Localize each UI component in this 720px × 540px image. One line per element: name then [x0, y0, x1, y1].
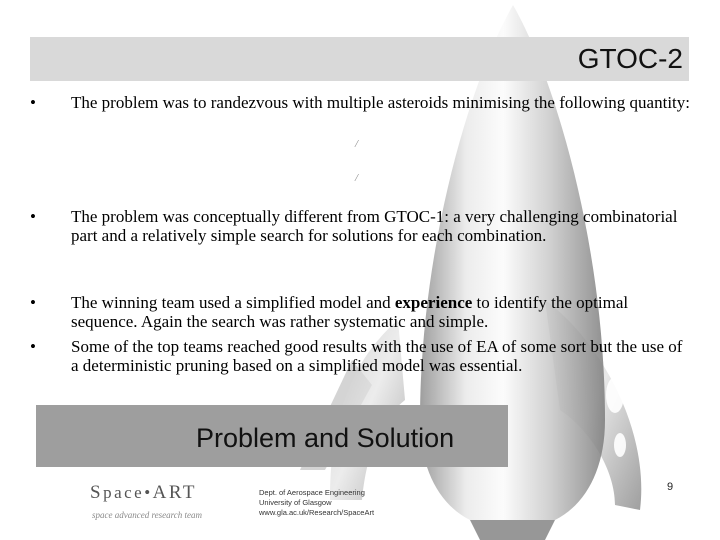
spaceart-logo: Space•ART — [90, 482, 198, 503]
bullet-marker: • — [30, 93, 36, 112]
title-bar — [30, 37, 689, 81]
bullet-text: The problem was to randezvous with multiple asteroids minimising the following quantity: — [71, 93, 690, 112]
bullet-marker: • — [30, 207, 36, 226]
bullet-text: Some of the top teams reached good results with the use of EA of some sort but the use of a deterministic pruning based on a simplified model was essential. — [71, 337, 683, 375]
bullet-text: The winning team used a simplified model and experience to identify the optimal sequence. Again the search was rather systematic and simple. — [71, 293, 629, 331]
bullet-marker: • — [30, 293, 36, 312]
emphasis: experience — [394, 293, 473, 312]
section-label: Problem and Solution — [196, 423, 455, 453]
dept-line: Dept. of Aerospace Engineering — [259, 488, 365, 497]
logo-tagline: space advanced research team — [92, 510, 203, 520]
formula-image: / — [355, 138, 359, 150]
dept-url: www.gla.ac.uk/Research/SpaceArt — [259, 508, 375, 517]
formula-image: / — [355, 172, 359, 184]
page-number: 9 — [667, 481, 674, 493]
bullet-text: The problem was conceptually different from GTOC-1: a very challenging combinatorial part and a relatively simple search for solutions for each combination. — [71, 207, 678, 245]
slide-title: GTOC-2 — [577, 43, 683, 74]
department-info — [259, 488, 374, 518]
dept-line: University of Glasgow — [259, 498, 332, 507]
bullet-marker: • — [30, 337, 36, 356]
